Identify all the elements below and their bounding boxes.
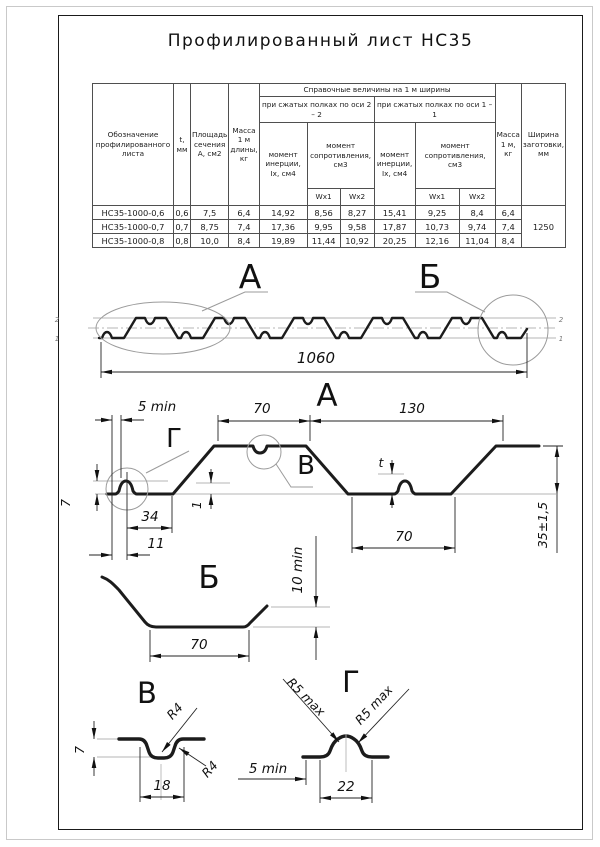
cell: НС35-1000-0,7 (93, 220, 174, 234)
cell: 17,87 (374, 220, 415, 234)
cell: 7,5 (191, 206, 229, 220)
cell: 11,44 (307, 234, 340, 248)
view-g-title: Г (342, 665, 360, 699)
cell: НС35-1000-0,6 (93, 206, 174, 220)
col-header-axis-2-2: при сжатых полках по оси 2 – 2 (259, 97, 374, 123)
cell-merged-width: 1250 (521, 206, 565, 248)
col-header-wx2-11: Wx2 (459, 189, 495, 206)
cell: 0,7 (175, 221, 189, 232)
dim-text-10min: 10 min (290, 546, 306, 594)
col-header-mass-length: Масса 1 м длины, кг (229, 84, 259, 206)
dim-text-130: 130 (399, 401, 425, 417)
cell: 19,89 (259, 234, 307, 248)
cell: НС35-1000-0,8 (93, 234, 174, 248)
dim-text-r5-2: R5 max (351, 682, 396, 728)
page-title: Профилированный лист НС35 (167, 31, 474, 51)
view-v-title: В (137, 676, 157, 710)
col-header-designation: Обозначение профилированного листа (93, 84, 174, 206)
dim-text-r4-1: R4 (163, 699, 186, 723)
dim-text-7: 7 (58, 499, 73, 507)
dim-text-r4-2: R4 (198, 757, 221, 781)
col-header-inertia-22: момент инерции, Ix, см4 (259, 123, 307, 206)
view-g (238, 665, 409, 803)
cell: 6,4 (495, 206, 521, 220)
cell: 10,73 (415, 220, 459, 234)
leader-g (146, 451, 189, 473)
cell: 14,92 (259, 206, 307, 220)
callout-label-g: Г (166, 424, 182, 454)
view-b-title: Б (198, 560, 220, 596)
dim-text-r5-1: R5 max (283, 674, 329, 720)
cell: 8,75 (191, 220, 229, 234)
cell: 20,25 (374, 234, 415, 248)
dim-text-70-top: 70 (253, 401, 271, 417)
view-g-profile (303, 736, 388, 757)
cell: 8,4 (229, 234, 259, 248)
cell: 9,25 (415, 206, 459, 220)
callout-label-a: А (238, 257, 262, 296)
col-header-wx1-22: Wx1 (307, 189, 340, 206)
col-header-t: t, мм (174, 84, 191, 206)
dim-text-t: t (378, 455, 384, 470)
dim-text-70: 70 (190, 637, 208, 653)
col-header-inertia-11: момент инерции, Ix, см4 (374, 123, 415, 206)
col-header-width-blank: Ширина заготовки, мм (521, 84, 565, 206)
col-header-resistance-11: момент сопротивления, см3 (415, 123, 495, 189)
dim-text-35: 35±1,5 (535, 501, 550, 549)
axis-label-2: 2 (54, 316, 60, 324)
dim-text-5min: 5 min (137, 399, 177, 415)
cell: 9,95 (307, 220, 340, 234)
dim-text-11: 11 (147, 536, 165, 552)
cell: 0,8 (175, 235, 189, 246)
cell: 8,4 (495, 234, 521, 248)
cell: 11,04 (459, 234, 495, 248)
cell: 15,41 (374, 206, 415, 220)
cell: 9,74 (459, 220, 495, 234)
cell: 7,4 (495, 220, 521, 234)
dim-text-34: 34 (141, 509, 159, 525)
cell: 6,4 (229, 206, 259, 220)
callout-label-b: Б (418, 257, 442, 296)
axis-label-1: 1 (558, 335, 564, 343)
cell: 17,36 (259, 220, 307, 234)
dim-text-5min: 5 min (248, 761, 288, 777)
col-header-axis-1-1: при сжатых полках по оси 1 – 1 (374, 97, 495, 123)
col-header-mass-1m: Масса 1 м, кг (495, 84, 521, 206)
view-b-profile (102, 577, 267, 627)
dim-text-1: 1 (189, 501, 204, 509)
cell: 7,4 (229, 220, 259, 234)
dim-text-1060: 1060 (296, 349, 336, 367)
col-header-wx2-22: Wx2 (340, 189, 374, 206)
view-a-title: А (316, 378, 338, 414)
cell: 12,16 (415, 234, 459, 248)
cell: 8,56 (307, 206, 340, 220)
cell: 10,0 (191, 234, 229, 248)
axis-label-1: 1 (54, 335, 60, 343)
col-header-resistance-22: момент сопротивления, см3 (307, 123, 374, 189)
col-header-wx1-11: Wx1 (415, 189, 459, 206)
cell: 8,4 (459, 206, 495, 220)
leader-r4-2 (179, 748, 206, 766)
axis-label-2: 2 (558, 316, 564, 324)
view-a (58, 378, 563, 560)
dim-text-22: 22 (337, 779, 355, 795)
cell: 9,58 (340, 220, 374, 234)
view-v (72, 676, 221, 802)
dim-text-7: 7 (72, 746, 87, 754)
cell: 8,27 (340, 206, 374, 220)
callout-label-v: В (297, 451, 315, 481)
view-v-profile (119, 739, 204, 758)
cell: 10,92 (340, 234, 374, 248)
cell: 0,6 (175, 207, 189, 218)
dim-text-18: 18 (153, 778, 171, 794)
dim-text-70-bottom: 70 (395, 529, 413, 545)
full-profile-section (55, 257, 564, 378)
col-header-area: Площадь сечения А, см2 (191, 84, 229, 206)
col-header-reference-values: Справочные величины на 1 м ширины (259, 84, 495, 97)
